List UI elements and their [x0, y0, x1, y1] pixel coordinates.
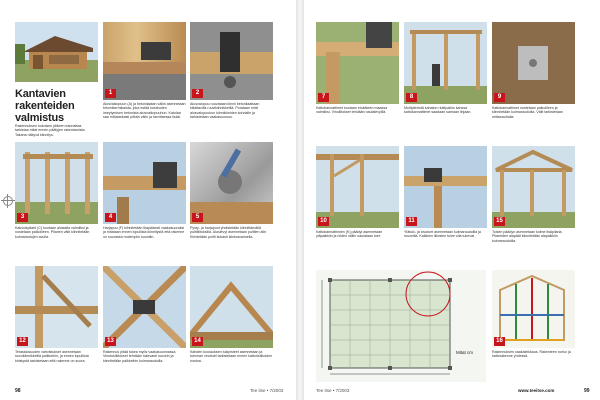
step-15-caption: Toisen päädyn asennetaan kolme lisäpilaria. Pilareiden alapäät kiinnitetään alapalkkiin kulmaraudoilla. — [492, 230, 563, 243]
step-9-caption: Kattokannattimet nostetaan paikoilleen ja kiinnitetään kulmaraudoilla. Välit tarkistetaan mittanauhalla. — [492, 106, 563, 119]
left-page-number: 98 — [15, 388, 21, 394]
step-1-caption: Alusvalkopuun (A) ja betonilaatan väliin asennetaan bitumikermikaista, joka estää kosteuden imeytymisen betonista alusvalkopuuhun. Katolaa saa mittatarkasti pitkän välin ja tarvittaessa lisää. — [103, 102, 186, 120]
step-10-photo — [316, 146, 399, 228]
step-8-caption: Multiplexistä sahatun riuttipalkin kanssa kattokannattimet saadaan samaan linjaan. — [404, 106, 472, 115]
step-16-number: 16 — [494, 337, 505, 346]
step-3-number: 3 — [17, 213, 28, 222]
step-3-caption: Kaksoispilarit (C) kootaan alustalla valmiiksi ja nostetaan paikoilleen. Pilarien välit kiinnitetään kulmarautojen avulla. — [15, 226, 90, 239]
step-12-number: 12 — [17, 337, 28, 346]
step-16-drawing — [492, 270, 575, 348]
step-8-photo — [404, 22, 487, 104]
step-10-number: 10 — [318, 217, 329, 226]
title-line-1: Kantavien — [15, 88, 66, 100]
step-9 — [492, 22, 575, 140]
step-5-photo — [190, 142, 273, 224]
right-folio — [584, 388, 590, 394]
step-3-photo — [15, 142, 98, 224]
step-7 — [316, 22, 399, 140]
step-14-number: 14 — [192, 337, 203, 346]
step-6-caption: Rakennuksen kokoisen jälkeen kannattaa tarkistaa mitat ennen päätyjen rakentamista. Takana näkyvä kiinnitys. — [15, 124, 86, 137]
step-15-number: 15 — [494, 217, 505, 226]
registration-mark-left — [3, 196, 13, 206]
step-5 — [190, 142, 273, 260]
step-2 — [190, 22, 273, 130]
left-page — [0, 0, 296, 400]
step-15 — [492, 146, 575, 264]
left-footer-issue: Tee itse • 7/2003 — [250, 388, 284, 393]
step-14-caption: Kahden koolauksen tukipisteet asennetaan ja tuennan vinotuet tarkistetaan ennen kattoristikoiden nostoa. — [190, 350, 273, 363]
right-footer-issue: Tee itse • 7/2003 — [316, 388, 350, 393]
step-10-caption: Kattokannattimien (K) päädyt asennetaan yläpalkkiin ja niiden väliin naulataan tuet. — [316, 230, 383, 239]
step-6 — [15, 124, 95, 138]
shed-photo — [15, 22, 98, 82]
article-title — [15, 88, 75, 124]
step-14-photo — [190, 266, 273, 348]
step-11-photo — [404, 146, 487, 228]
step-10 — [316, 146, 399, 264]
step-13 — [103, 266, 186, 384]
floor-plan-diagram — [316, 270, 486, 382]
step-11 — [404, 146, 487, 264]
step-2-caption: Alusvalopuu ruuvataan kiinni betonilaattaan kiilattavilla ruuvikiinnikkeillä. Porataan reiät alusvalopuuhun kiinnikkeiden kohdalle ja tarkistetaan vaakasuoruus. — [190, 102, 260, 120]
step-15-photo — [492, 146, 575, 228]
diagram-units-label: Mitat cm — [456, 350, 474, 355]
step-14 — [190, 266, 273, 384]
step-16 — [492, 270, 575, 382]
step-2-number: 2 — [192, 89, 203, 98]
step-1-number: 1 — [105, 89, 116, 98]
step-8 — [404, 22, 487, 140]
right-page-number: 99 — [584, 388, 590, 394]
title-line-2: rakenteiden — [15, 100, 75, 112]
plan-drawing — [316, 270, 486, 382]
step-7-number: 7 — [318, 93, 329, 102]
website-url[interactable]: www.teeitse.com — [518, 388, 555, 393]
step-8-number: 8 — [406, 93, 417, 102]
step-13-caption: Rakennus pitää tukea myös vaakasuunnassa. Vinotukiliitokset tehdään tukevasti ruuvein ja kiinnitetään palkkeihin kulmaraudoilla. — [103, 350, 177, 363]
step-12 — [15, 266, 98, 384]
step-2-photo — [190, 22, 273, 100]
step-1 — [103, 22, 186, 130]
step-5-caption: Pysty- ja harjapuut yhdistetään kiinnittämällä pulttiliitoksilla. Aluslevyt asennetaan pulttien alle. Kiristetään pultit tiukasti kiintoavaimella. — [190, 226, 268, 239]
step-9-photo — [492, 22, 575, 104]
right-page — [304, 0, 600, 400]
step-4-caption: Harjapuu (F) kiinnitetään tilapäisesti vaakasuoraksi ja mitataan ennen lopullista kiinnitystä että rakenne on suorassa molempiin suuntiin. — [103, 226, 185, 239]
step-13-number: 13 — [105, 337, 116, 346]
step-9-number: 9 — [494, 93, 505, 102]
step-11-caption: Ylätuki- ja sivutuet asennetaan kulmaraudoilla ja ruuveilla. Kaikkien liitosten tulee olla tukevat. — [404, 230, 481, 239]
step-7-caption: Kattokannattimet kootaan etukäteen maassa valmiiksi. Vinoliitokset tehdään naulalevyillä. — [316, 106, 388, 115]
step-3 — [15, 142, 98, 260]
step-13-photo — [103, 266, 186, 348]
step-4-photo — [103, 142, 186, 224]
step-4-number: 4 — [105, 213, 116, 222]
step-7-photo — [316, 22, 399, 104]
left-folio — [15, 388, 21, 394]
step-16-caption: Rakennuksen vaakaleikkaus. Rakenteen runko ja kattorakenne yhdessä. — [492, 350, 571, 359]
hero-photo — [15, 22, 98, 82]
step-12-caption: Terassiosuuden vahvistukset asennetaan ruuvikiinnikkeillä palkkeihin, ja ennen lopullista kiristystä tarkistetaan että rakenne on suora. — [15, 350, 89, 363]
step-1-photo — [103, 22, 186, 100]
step-12-photo — [15, 266, 98, 348]
step-4 — [103, 142, 186, 260]
spine-gutter — [296, 0, 304, 400]
step-11-number: 11 — [406, 217, 417, 226]
step-5-number: 5 — [192, 213, 203, 222]
title-line-3: valmistus — [15, 112, 64, 124]
